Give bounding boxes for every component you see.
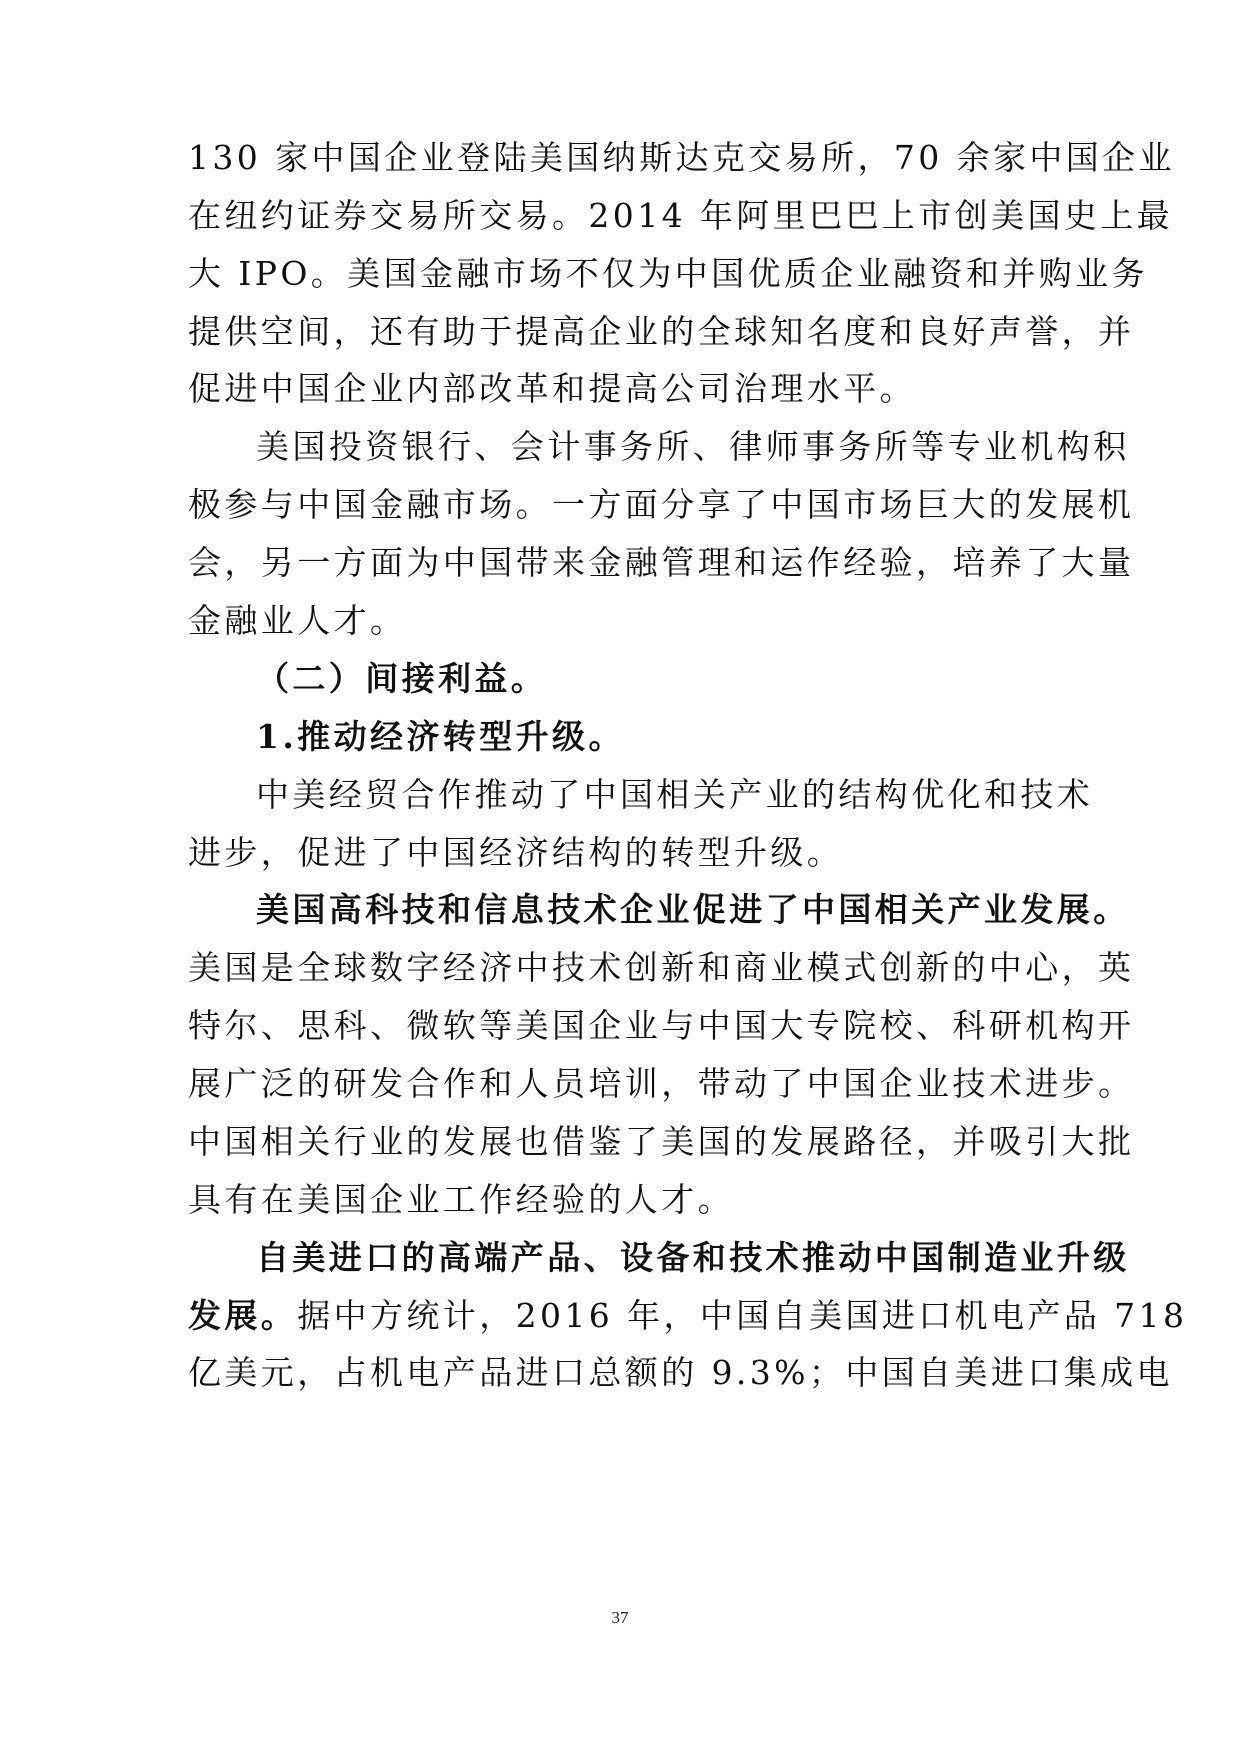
bold-lead-sentence-end: 发展。 xyxy=(188,1296,298,1335)
paragraph-line: 金融业人才。 xyxy=(188,601,407,640)
paragraph-line: 展广泛的研发合作和人员培训，带动了中国企业技术进步。 xyxy=(188,1064,1135,1103)
paragraph-line: 进步，促进了中国经济结构的转型升级。 xyxy=(188,833,844,872)
paragraph-line: 极参与中国金融市场。一方面分享了中国市场巨大的发展机 xyxy=(188,485,1135,524)
bold-lead-sentence: 美国高科技和信息技术企业促进了中国相关产业发展。 xyxy=(256,890,1130,929)
bold-lead-sentence: 自美进口的高端产品、设备和技术推动中国制造业升级 xyxy=(256,1238,1130,1277)
paragraph-line: 具有在美国企业工作经验的人才。 xyxy=(188,1180,734,1219)
paragraph-line: 美国是全球数字经济中技术创新和商业模式创新的中心，英 xyxy=(188,948,1135,987)
paragraph-line: 中美经贸合作推动了中国相关产业的结构优化和技术 xyxy=(256,775,1094,814)
paragraph-line: 在纽约证券交易所交易。2014 年阿里巴巴上市创美国史上最 xyxy=(188,196,1174,235)
paragraph-line: 美国投资银行、会计事务所、律师事务所等专业机构积 xyxy=(256,427,1130,466)
paragraph-line: 亿美元，占机电产品进口总额的 9.3%；中国自美进口集成电 xyxy=(188,1353,1173,1392)
paragraph-line: 提供空间，还有助于提高企业的全球知名度和良好声誉，并 xyxy=(188,312,1135,351)
paragraph-line: 特尔、思科、微软等美国企业与中国大专院校、科研机构开 xyxy=(188,1006,1135,1045)
paragraph-line: 大 IPO。美国金融市场不仅为中国优质企业融资和并购业务 xyxy=(188,254,1148,293)
page-number: 37 xyxy=(611,1608,629,1627)
section-heading: （二）间接利益。 xyxy=(256,659,548,698)
paragraph-line: 会，另一方面为中国带来金融管理和运作经验，培养了大量 xyxy=(188,543,1135,582)
paragraph-line: 中国相关行业的发展也借鉴了美国的发展路径，并吸引大批 xyxy=(188,1122,1135,1161)
paragraph-line: 促进中国企业内部改革和提高公司治理水平。 xyxy=(188,369,916,408)
paragraph-line: 130 家中国企业登陆美国纳斯达克交易所，70 余家中国企业 xyxy=(188,138,1175,177)
subsection-heading: 1.推动经济转型升级。 xyxy=(256,717,625,756)
paragraph-line xyxy=(188,1296,1188,1336)
paragraph-text: 据中方统计，2016 年，中国自美国进口机电产品 718 xyxy=(297,1296,1188,1335)
